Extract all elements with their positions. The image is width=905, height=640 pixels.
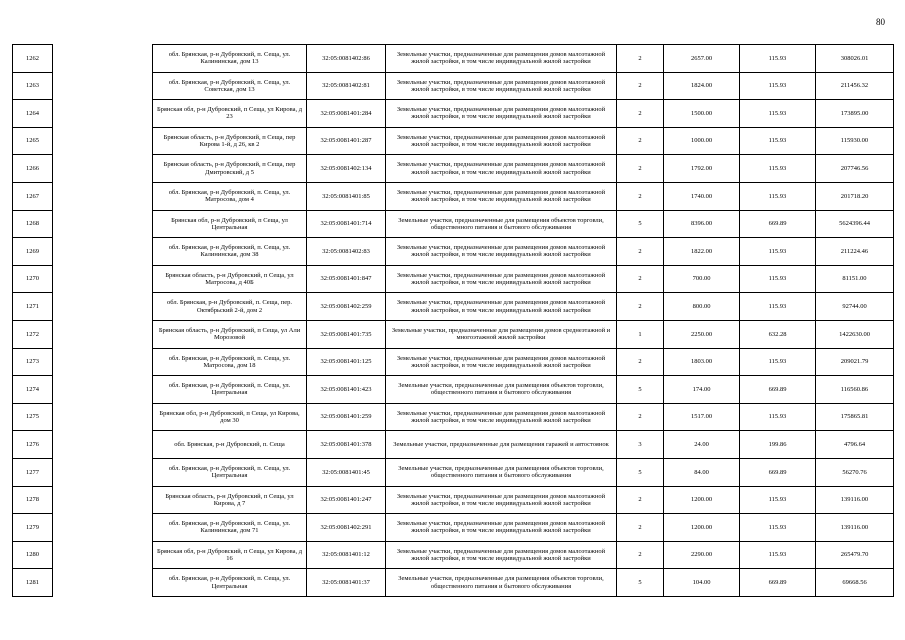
spacer-cell (53, 403, 153, 431)
area-cell: 1822.00 (664, 238, 740, 266)
spacer-cell (53, 458, 153, 486)
table-row (13, 238, 894, 266)
land-use-cell: Земельные участки, предназначенные для размещения домов малоэтажной жилой застройки, в том числе индивидуальной жилой застройки (386, 403, 617, 431)
table-row (13, 376, 894, 404)
row-number-cell: 1265 (13, 127, 53, 155)
specific-value-cell: 115.93 (740, 155, 816, 183)
specific-value-cell: 115.93 (740, 293, 816, 321)
land-use-cell: Земельные участки, предназначенные для размещения домов малоэтажной жилой застройки, в том числе индивидуальной жилой застройки (386, 348, 617, 376)
spacer-cell (53, 541, 153, 569)
cadastral-value-cell: 207746.56 (816, 155, 894, 183)
group-number-cell: 1 (617, 320, 664, 348)
land-use-cell: Земельные участки, предназначенные для размещения объектов торговли, общественного питания и бытового обслуживания (386, 569, 617, 597)
land-use-cell: Земельные участки, предназначенные для размещения домов малоэтажной жилой застройки, в том числе индивидуальной жилой застройки (386, 238, 617, 266)
row-number-cell: 1270 (13, 265, 53, 293)
land-use-cell: Земельные участки, предназначенные для размещения домов малоэтажной жилой застройки, в том числе индивидуальной жилой застройки (386, 45, 617, 73)
cadastral-number-cell: 32:05:0081402:259 (307, 293, 386, 321)
cadastral-value-cell: 92744.00 (816, 293, 894, 321)
row-number-cell: 1269 (13, 238, 53, 266)
address-cell: обл. Брянская, р-н Дубровский, п. Сеща (153, 431, 307, 459)
page-number: 80 (876, 17, 885, 27)
land-use-cell: Земельные участки, предназначенные для размещения домов малоэтажной жилой застройки, в том числе индивидуальной жилой застройки (386, 293, 617, 321)
cadastral-number-cell: 32:05:0081402:83 (307, 238, 386, 266)
area-cell: 800.00 (664, 293, 740, 321)
land-use-cell: Земельные участки, предназначенные для размещения домов малоэтажной жилой застройки, в том числе индивидуальной жилой застройки (386, 182, 617, 210)
area-cell: 1740.00 (664, 182, 740, 210)
land-use-cell: Земельные участки, предназначенные для размещения объектов торговли, общественного питания и бытового обслуживания (386, 458, 617, 486)
address-cell: обл. Брянская, р-н Дубровский, п. Сеща, ул. Центральная (153, 569, 307, 597)
address-cell: Брянская область, р-н Дубровский, п Сеща, ул Али Морозовой (153, 320, 307, 348)
cadastral-value-cell: 139116.00 (816, 486, 894, 514)
spacer-cell (53, 348, 153, 376)
cadastral-number-cell: 32:05:0081401:125 (307, 348, 386, 376)
group-number-cell: 2 (617, 182, 664, 210)
spacer-cell (53, 210, 153, 238)
address-cell: Брянская область, р-н Дубровский, п Сеща, ул Кирова, д 7 (153, 486, 307, 514)
table-row (13, 348, 894, 376)
specific-value-cell: 115.93 (740, 127, 816, 155)
specific-value-cell: 115.93 (740, 403, 816, 431)
row-number-cell: 1262 (13, 45, 53, 73)
cadastral-number-cell: 32:05:0081401:378 (307, 431, 386, 459)
row-number-cell: 1267 (13, 182, 53, 210)
spacer-cell (53, 100, 153, 128)
address-cell: Брянская обл, р-н Дубровский, п Сеща, ул Кирова, д 16 (153, 541, 307, 569)
address-cell: обл. Брянская, р-н Дубровский, п. Сеща, пер. Октябрьский 2-й, дом 2 (153, 293, 307, 321)
cadastral-value-cell: 173895.00 (816, 100, 894, 128)
table-row (13, 100, 894, 128)
spacer-cell (53, 72, 153, 100)
cadastral-value-cell: 116560.86 (816, 376, 894, 404)
cadastral-number-cell: 32:05:0081401:247 (307, 486, 386, 514)
land-use-cell: Земельные участки, предназначенные для размещения домов малоэтажной жилой застройки, в том числе индивидуальной жилой застройки (386, 155, 617, 183)
table-row (13, 486, 894, 514)
land-use-cell: Земельные участки, предназначенные для размещения домов малоэтажной жилой застройки, в том числе индивидуальной жилой застройки (386, 100, 617, 128)
cadastral-number-cell: 32:05:0081401:287 (307, 127, 386, 155)
row-number-cell: 1273 (13, 348, 53, 376)
group-number-cell: 2 (617, 293, 664, 321)
cadastral-number-cell: 32:05:0081401:714 (307, 210, 386, 238)
cadastral-value-cell: 265479.70 (816, 541, 894, 569)
specific-value-cell: 115.93 (740, 238, 816, 266)
spacer-cell (53, 431, 153, 459)
cadastral-number-cell: 32:05:0081402:291 (307, 514, 386, 542)
area-cell: 1792.00 (664, 155, 740, 183)
spacer-cell (53, 45, 153, 73)
specific-value-cell: 115.93 (740, 265, 816, 293)
group-number-cell: 3 (617, 431, 664, 459)
land-use-cell: Земельные участки, предназначенные для размещения домов среднеэтажной и многоэтажной жилой застройки (386, 320, 617, 348)
land-use-cell: Земельные участки, предназначенные для размещения домов малоэтажной жилой застройки, в том числе индивидуальной жилой застройки (386, 72, 617, 100)
specific-value-cell: 115.93 (740, 486, 816, 514)
row-number-cell: 1263 (13, 72, 53, 100)
land-use-cell: Земельные участки, предназначенные для размещения гаражей и автостоянок (386, 431, 617, 459)
cadastral-value-table (12, 44, 894, 597)
group-number-cell: 2 (617, 265, 664, 293)
table-row (13, 72, 894, 100)
specific-value-cell: 669.89 (740, 210, 816, 238)
spacer-cell (53, 265, 153, 293)
cadastral-number-cell: 32:05:0081401:259 (307, 403, 386, 431)
cadastral-value-cell: 201718.20 (816, 182, 894, 210)
row-number-cell: 1276 (13, 431, 53, 459)
row-number-cell: 1275 (13, 403, 53, 431)
area-cell: 174.00 (664, 376, 740, 404)
cadastral-number-cell: 32:05:0081401:85 (307, 182, 386, 210)
cadastral-number-cell: 32:05:0081402:86 (307, 45, 386, 73)
group-number-cell: 5 (617, 376, 664, 404)
row-number-cell: 1277 (13, 458, 53, 486)
area-cell: 1200.00 (664, 514, 740, 542)
address-cell: обл. Брянская, р-н Дубровский, п. Сеща, ул. Калининская, дом 71 (153, 514, 307, 542)
group-number-cell: 2 (617, 155, 664, 183)
row-number-cell: 1278 (13, 486, 53, 514)
land-use-cell: Земельные участки, предназначенные для размещения домов малоэтажной жилой застройки, в том числе индивидуальной жилой застройки (386, 127, 617, 155)
group-number-cell: 5 (617, 210, 664, 238)
table-row (13, 569, 894, 597)
group-number-cell: 2 (617, 541, 664, 569)
cadastral-number-cell: 32:05:0081402:81 (307, 72, 386, 100)
specific-value-cell: 632.28 (740, 320, 816, 348)
table-row (13, 293, 894, 321)
area-cell: 1000.00 (664, 127, 740, 155)
area-cell: 8396.00 (664, 210, 740, 238)
group-number-cell: 5 (617, 458, 664, 486)
address-cell: обл. Брянская, р-н Дубровский, п. Сеща, ул. Калининская, дом 38 (153, 238, 307, 266)
table-row (13, 514, 894, 542)
row-number-cell: 1271 (13, 293, 53, 321)
area-cell: 1200.00 (664, 486, 740, 514)
address-cell: Брянская область, р-н Дубровский, п Сеща, пер Кирова 1-й, д 26, кв 2 (153, 127, 307, 155)
area-cell: 1824.00 (664, 72, 740, 100)
specific-value-cell: 199.86 (740, 431, 816, 459)
group-number-cell: 2 (617, 403, 664, 431)
address-cell: Брянская область, р-н Дубровский, п Сеща, ул Матросова, д 40Б (153, 265, 307, 293)
cadastral-number-cell: 32:05:0081402:134 (307, 155, 386, 183)
row-number-cell: 1279 (13, 514, 53, 542)
specific-value-cell: 115.93 (740, 514, 816, 542)
address-cell: Брянская обл, р-н Дубровский, п Сеща, ул Кирова, д 23 (153, 100, 307, 128)
address-cell: обл. Брянская, р-н Дубровский, п. Сеща, ул. Матросова, дом 4 (153, 182, 307, 210)
specific-value-cell: 669.89 (740, 569, 816, 597)
cadastral-number-cell: 32:05:0081401:284 (307, 100, 386, 128)
cadastral-number-cell: 32:05:0081401:45 (307, 458, 386, 486)
spacer-cell (53, 155, 153, 183)
row-number-cell: 1266 (13, 155, 53, 183)
land-use-cell: Земельные участки, предназначенные для размещения домов малоэтажной жилой застройки, в том числе индивидуальной жилой застройки (386, 541, 617, 569)
row-number-cell: 1280 (13, 541, 53, 569)
specific-value-cell: 669.89 (740, 458, 816, 486)
spacer-cell (53, 293, 153, 321)
cadastral-value-cell: 308026.01 (816, 45, 894, 73)
table-row (13, 458, 894, 486)
spacer-cell (53, 486, 153, 514)
cadastral-value-cell: 56270.76 (816, 458, 894, 486)
row-number-cell: 1272 (13, 320, 53, 348)
spacer-cell (53, 569, 153, 597)
table-row (13, 403, 894, 431)
cadastral-number-cell: 32:05:0081401:847 (307, 265, 386, 293)
row-number-cell: 1268 (13, 210, 53, 238)
cadastral-value-cell: 209021.79 (816, 348, 894, 376)
group-number-cell: 2 (617, 72, 664, 100)
address-cell: обл. Брянская, р-н Дубровский, п. Сеща, ул. Матросова, дом 18 (153, 348, 307, 376)
cadastral-value-cell: 211224.46 (816, 238, 894, 266)
area-cell: 2250.00 (664, 320, 740, 348)
group-number-cell: 2 (617, 486, 664, 514)
land-use-cell: Земельные участки, предназначенные для размещения объектов торговли, общественного питания и бытового обслуживания (386, 376, 617, 404)
group-number-cell: 2 (617, 127, 664, 155)
spacer-cell (53, 182, 153, 210)
spacer-cell (53, 514, 153, 542)
cadastral-value-cell: 69668.56 (816, 569, 894, 597)
cadastral-number-cell: 32:05:0081401:735 (307, 320, 386, 348)
area-cell: 1803.00 (664, 348, 740, 376)
cadastral-value-cell: 139116.00 (816, 514, 894, 542)
specific-value-cell: 115.93 (740, 348, 816, 376)
area-cell: 84.00 (664, 458, 740, 486)
address-cell: Брянская обл, р-н Дубровский, п Сеща, ул Центральная (153, 210, 307, 238)
group-number-cell: 2 (617, 238, 664, 266)
area-cell: 2290.00 (664, 541, 740, 569)
group-number-cell: 2 (617, 348, 664, 376)
group-number-cell: 5 (617, 569, 664, 597)
cadastral-number-cell: 32:05:0081401:37 (307, 569, 386, 597)
land-use-cell: Земельные участки, предназначенные для размещения домов малоэтажной жилой застройки, в том числе индивидуальной жилой застройки (386, 486, 617, 514)
specific-value-cell: 115.93 (740, 100, 816, 128)
table-row (13, 431, 894, 459)
table-row (13, 320, 894, 348)
group-number-cell: 2 (617, 514, 664, 542)
cadastral-value-cell: 4796.64 (816, 431, 894, 459)
cadastral-value-cell: 175865.81 (816, 403, 894, 431)
table-body (13, 45, 894, 597)
spacer-cell (53, 127, 153, 155)
specific-value-cell: 115.93 (740, 45, 816, 73)
cadastral-value-cell: 5624396.44 (816, 210, 894, 238)
specific-value-cell: 115.93 (740, 72, 816, 100)
spacer-cell (53, 238, 153, 266)
group-number-cell: 2 (617, 100, 664, 128)
cadastral-value-cell: 211456.32 (816, 72, 894, 100)
row-number-cell: 1264 (13, 100, 53, 128)
address-cell: обл. Брянская, р-н Дубровский, п. Сеща, ул. Центральная (153, 458, 307, 486)
table-row (13, 182, 894, 210)
cadastral-value-cell: 81151.00 (816, 265, 894, 293)
area-cell: 104.00 (664, 569, 740, 597)
cadastral-number-cell: 32:05:0081401:12 (307, 541, 386, 569)
spacer-cell (53, 376, 153, 404)
specific-value-cell: 115.93 (740, 541, 816, 569)
address-cell: Брянская область, р-н Дубровский, п Сеща, пер Дмитровский, д 5 (153, 155, 307, 183)
address-cell: обл. Брянская, р-н Дубровский, п. Сеща, ул. Советская, дом 13 (153, 72, 307, 100)
area-cell: 24.00 (664, 431, 740, 459)
specific-value-cell: 669.89 (740, 376, 816, 404)
area-cell: 700.00 (664, 265, 740, 293)
table-row (13, 265, 894, 293)
land-use-cell: Земельные участки, предназначенные для размещения домов малоэтажной жилой застройки, в том числе индивидуальной жилой застройки (386, 265, 617, 293)
land-use-cell: Земельные участки, предназначенные для размещения домов малоэтажной жилой застройки, в том числе индивидуальной жилой застройки (386, 514, 617, 542)
area-cell: 1500.00 (664, 100, 740, 128)
table-row (13, 45, 894, 73)
cadastral-number-cell: 32:05:0081401:423 (307, 376, 386, 404)
group-number-cell: 2 (617, 45, 664, 73)
cadastral-value-cell: 115930.00 (816, 127, 894, 155)
table-row (13, 541, 894, 569)
table-row (13, 155, 894, 183)
land-use-cell: Земельные участки, предназначенные для размещения объектов торговли, общественного питания и бытового обслуживания (386, 210, 617, 238)
specific-value-cell: 115.93 (740, 182, 816, 210)
table-row (13, 127, 894, 155)
address-cell: обл. Брянская, р-н Дубровский, п. Сеща, ул. Калининская, дом 13 (153, 45, 307, 73)
spacer-cell (53, 320, 153, 348)
area-cell: 1517.00 (664, 403, 740, 431)
address-cell: обл. Брянская, р-н Дубровский, п. Сеща, ул. Центральная (153, 376, 307, 404)
cadastral-value-cell: 1422630.00 (816, 320, 894, 348)
row-number-cell: 1281 (13, 569, 53, 597)
address-cell: Брянская обл, р-н Дубровский, п Сеща, ул Кирова, дом 30 (153, 403, 307, 431)
area-cell: 2657.00 (664, 45, 740, 73)
table-row (13, 210, 894, 238)
row-number-cell: 1274 (13, 376, 53, 404)
